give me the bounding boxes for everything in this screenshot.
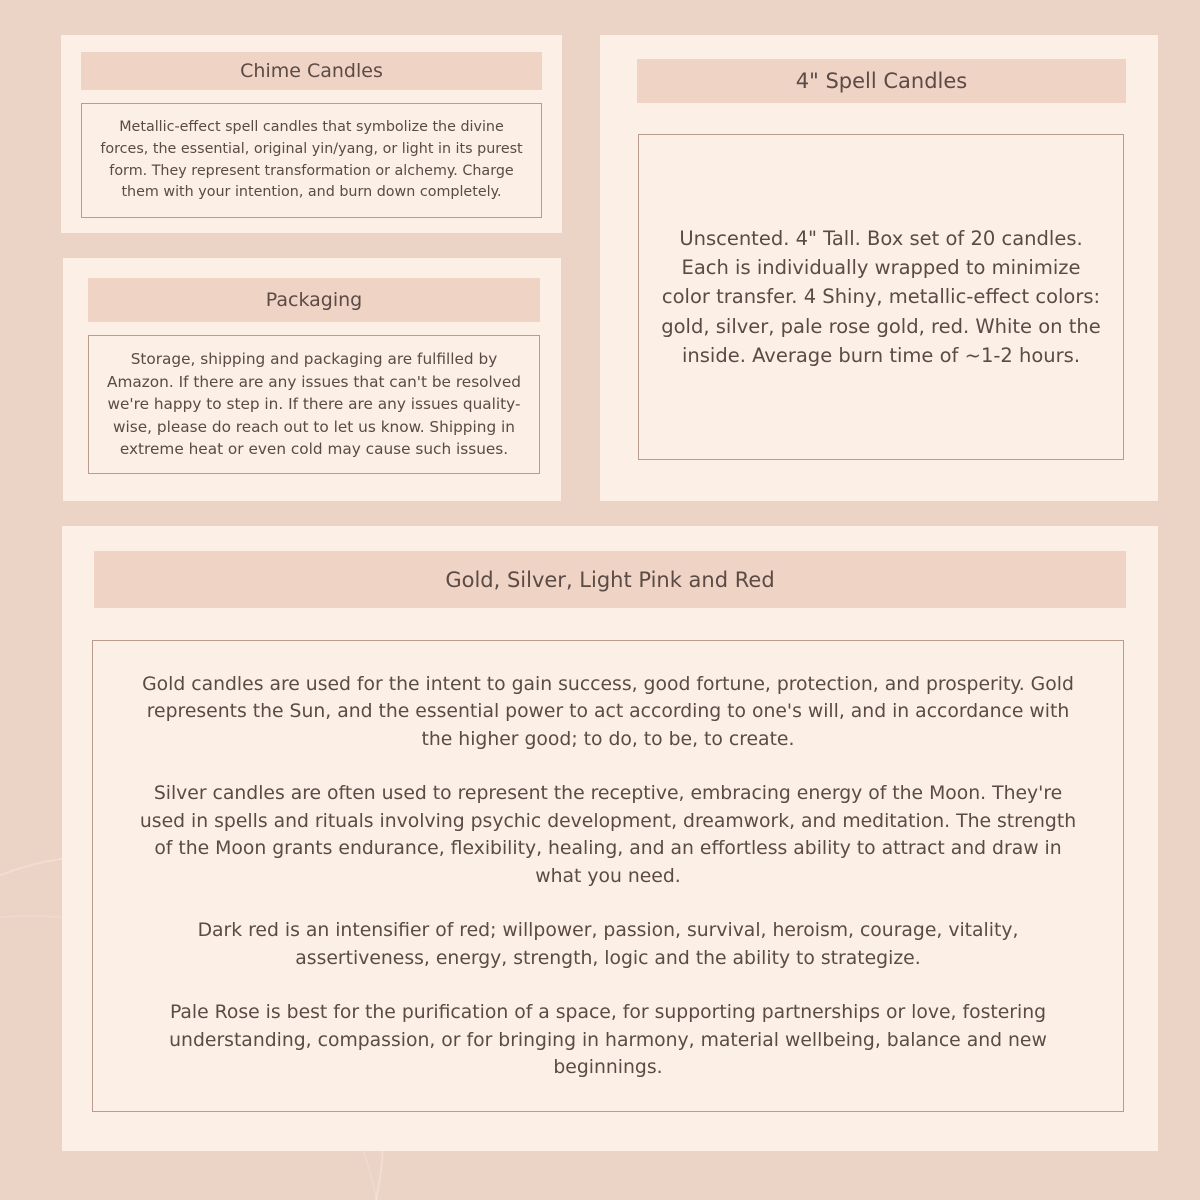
gold-candles-paragraph: Gold candles are used for the intent to gain success, good fortune, protection, and prosperity. Gold represents the Sun, and the essential power to act according to one's will, and in accordance with the higher good; to do, to be, to create. bbox=[142, 673, 1074, 750]
candle-colors-card bbox=[62, 526, 1158, 1151]
chime-candles-title: Chime Candles bbox=[81, 52, 542, 90]
packaging-card bbox=[63, 258, 561, 501]
chime-candles-description: Metallic-effect spell candles that symbolize the divine forces, the essential, original yin/yang, or light in its purest form. They represent transformation or alchemy. Charge them with your intention, and burn down completely. bbox=[100, 119, 523, 201]
dark-red-candles-paragraph: Dark red is an intensifier of red; willpower, passion, survival, heroism, courage, vitality, assertiveness, energy, strength, logic and the ability to strategize. bbox=[197, 920, 1019, 969]
packaging-title: Packaging bbox=[88, 278, 540, 322]
pale-rose-candles-paragraph: Pale Rose is best for the purification of a space, for supporting partnerships or love, fostering understanding, compassion, or for bringing in harmony, material wellbeing, balance and new beginnings. bbox=[169, 1002, 1047, 1078]
chime-candles-description-box bbox=[81, 103, 542, 218]
chime-candles-card bbox=[61, 35, 562, 233]
spell-candles-card bbox=[600, 35, 1158, 501]
packaging-description: Storage, shipping and packaging are fulfilled by Amazon. If there are any issues that can't be resolved we're happy to step in. If there are any issues quality-wise, please do reach out to let us know. Shipping in extreme heat or even cold may cause such issues. bbox=[107, 350, 521, 459]
silver-candles-paragraph: Silver candles are often used to represent the receptive, embracing energy of the Moon. They're used in spells and rituals involving psychic development, dreamwork, and meditation. The strength of the Moon grants endurance, flexibility, healing, and an effortless ability to attract and draw in what you need. bbox=[139, 783, 1077, 887]
candle-colors-title: Gold, Silver, Light Pink and Red bbox=[94, 551, 1126, 608]
candle-colors-description-box bbox=[92, 640, 1124, 1112]
spell-candles-description-box bbox=[638, 134, 1124, 460]
spell-candles-description: Unscented. 4" Tall. Box set of 20 candles. Each is individually wrapped to minimize color transfer. 4 Shiny, metallic-effect colors: gold, silver, pale rose gold, red. White on the inside. Average burn time of ~1-2 hours. bbox=[661, 226, 1101, 367]
spell-candles-title: 4" Spell Candles bbox=[637, 59, 1126, 103]
packaging-description-box bbox=[88, 335, 540, 474]
